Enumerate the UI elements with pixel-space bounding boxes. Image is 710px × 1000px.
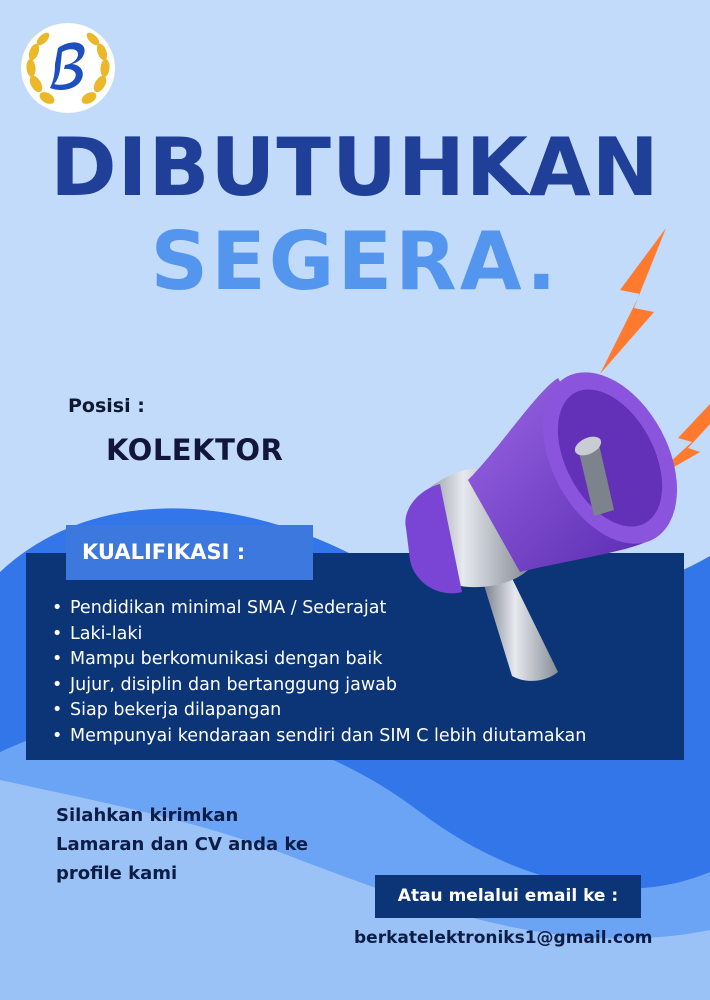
- list-item: • Laki-laki: [52, 622, 586, 648]
- position-label: Posisi :: [68, 395, 145, 417]
- headline-dibutuhkan: DIBUTUHKAN: [50, 121, 660, 214]
- list-item: • Siap bekerja dilapangan: [52, 698, 586, 724]
- headline-segera: SEGERA.: [150, 215, 560, 308]
- bullet-icon: •: [52, 674, 63, 695]
- list-item: • Mampu berkomunikasi dengan baik: [52, 647, 586, 673]
- lightning-bolt-icon: [598, 228, 670, 374]
- qualifications-header: KUALIFIKASI :: [66, 525, 313, 580]
- position-value: KOLEKTOR: [106, 433, 284, 467]
- email-label: Atau melalui email ke :: [375, 875, 641, 918]
- list-item: • Mempunyai kendaraan sendiri dan SIM C lebih diutamakan: [52, 724, 586, 750]
- laurel-b-logo-icon: [20, 22, 116, 114]
- qualifications-list: [52, 596, 586, 750]
- apply-instructions: Silahkan kirimkan Lamaran dan CV anda ke profile kami: [56, 805, 309, 884]
- bullet-icon: •: [52, 649, 63, 670]
- list-item: • Jujur, disiplin dan bertanggung jawab: [52, 673, 586, 699]
- bullet-icon: •: [52, 598, 63, 618]
- bullet-icon: •: [52, 725, 63, 746]
- bullet-icon: •: [52, 700, 63, 721]
- bullet-icon: •: [52, 623, 63, 644]
- list-item: • Pendidikan minimal SMA / Sederajat: [52, 596, 586, 622]
- email-address: berkatelektroniks1@gmail.com: [354, 928, 653, 948]
